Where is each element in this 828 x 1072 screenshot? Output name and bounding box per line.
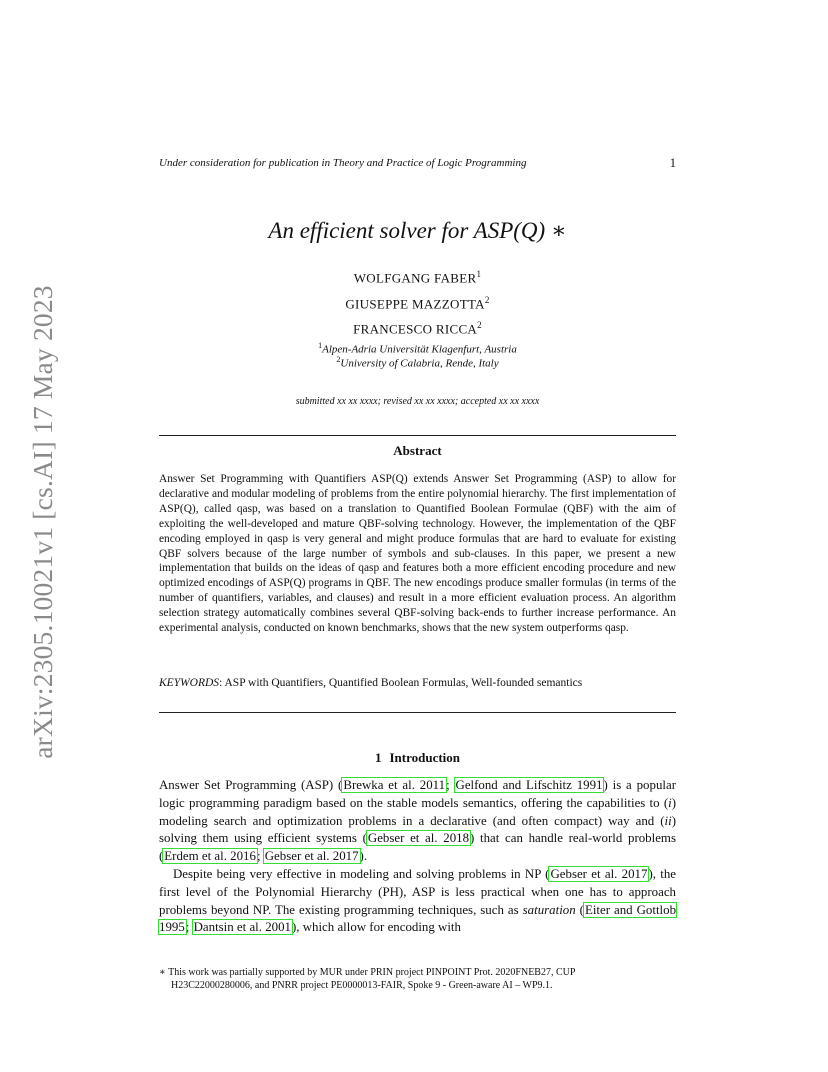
submission-dates: submitted xx xx xxxx; revised xx xx xxxx; accepted xx xx xxxx (295, 396, 540, 407)
affil-text: Alpen-Adria Universität Klagenfurt, Austria (322, 343, 517, 356)
text-run: ; (185, 920, 193, 935)
intro-body (159, 777, 676, 937)
citation-link[interactable]: Eiter and Gottlob 1995 (159, 902, 677, 935)
text-run: ; (256, 849, 264, 864)
section-number: 1 (374, 750, 382, 765)
text-run: Answer Set Programming (ASP) ( (159, 778, 343, 792)
paper-title: An efficient solver for ASP(Q) ∗ (268, 218, 567, 243)
author-affil-marker: 1 (476, 269, 482, 279)
text-run: ) that can handle real-world problems ( (159, 831, 676, 864)
affil-text: University of Calabria, Rende, Italy (340, 357, 499, 370)
text-run: ; (446, 778, 455, 792)
author (159, 269, 676, 286)
abstract-top-rule (159, 435, 676, 436)
roman-numeral: ii (664, 813, 672, 828)
author-affil-marker: 2 (484, 295, 490, 305)
affil-marker: 2 (336, 355, 341, 364)
author-name: GIUSEPPE MAZZOTTA (345, 296, 485, 312)
emphasis: saturation (522, 902, 576, 917)
intro-paragraph-1 (159, 777, 676, 866)
citation-link[interactable]: Gebser et al. 2017 (264, 849, 359, 864)
text-run: Despite being very effective in modeling and solving problems in NP ( (173, 866, 550, 881)
text-run: ) is a popular logic programming paradigm based on the stable models semantics, offering the capabilities to ( (159, 778, 676, 810)
running-head (159, 157, 676, 173)
roman-numeral: i (668, 795, 672, 810)
citation-link[interactable]: Gebser et al. 2017 (550, 866, 648, 881)
footnote-line-1: This work was partially supported by MUR under PRIN project PINPOINT Prot. 2020FNEB27, CUP (168, 967, 576, 978)
affil-marker: 1 (318, 341, 323, 350)
footnote (159, 966, 676, 992)
text-run: ( (575, 902, 584, 917)
text-run: ), the first level of the Polynomial Hierarchy (PH), ASP is less practical when one has to approach problems beyond NP. The existing programming techniques, such as (159, 866, 676, 917)
arxiv-sidebar (24, 285, 62, 760)
journal-name: Under consideration for publication in Theory and Practice of Logic Programming (159, 157, 527, 169)
affiliation (159, 355, 676, 370)
citation-link[interactable]: Gebser et al. 2018 (367, 831, 470, 846)
abstract-bottom-rule (159, 712, 676, 713)
author-affil-marker: 2 (477, 320, 482, 330)
author-name: FRANCESCO RICCA (353, 321, 478, 337)
section-heading (159, 750, 676, 766)
author (159, 295, 676, 312)
keywords (159, 677, 676, 689)
citation-link[interactable]: Gelfond and Lifschitz 1991 (455, 778, 603, 792)
text-run: ) modeling search and optimization problems in a declarative (and often compact) way and ( (159, 795, 676, 828)
author (159, 320, 676, 337)
page-number: 1 (669, 156, 676, 170)
text-run: ) solving them using efficient systems ( (159, 813, 676, 846)
citation-link[interactable]: Erdem et al. 2016 (164, 849, 256, 864)
footnote-line-2: H23C22000280006, and PNRR project PE0000013-FAIR, Spoke 9 - Green-aware AI – WP9.1. (171, 980, 553, 991)
citation-link[interactable]: Dantsin et al. 2001 (193, 920, 291, 935)
keywords-text: : ASP with Quantifiers, Quantified Boolean Formulas, Well-founded semantics (219, 677, 583, 689)
affiliation (159, 341, 676, 356)
section-title: Introduction (389, 750, 461, 765)
intro-paragraph-2 (159, 866, 676, 937)
arxiv-stamp: arXiv:2305.10021v1 [cs.AI] 17 May 2023 (27, 285, 58, 759)
author-name: WOLFGANG FABER (353, 270, 477, 286)
text-run: ). (359, 849, 368, 864)
footnote-marker: ∗ (159, 967, 166, 978)
keywords-label: KEYWORDS (159, 677, 220, 689)
text-run: ), which allow for encoding with (291, 920, 461, 935)
abstract-heading: Abstract (393, 443, 442, 458)
citation-link[interactable]: Brewka et al. 2011 (343, 778, 446, 792)
abstract-text: Answer Set Programming with Quantifiers ASP(Q) extends Answer Set Programming (ASP) to allow for declarative and modular modeling of problems from the entire polynomial hierarchy. The first implementation of ASP(Q), called qasp, was based on a translation to Quantified Boolean Formulae (QBF) with the aim of exploiting the well-developed and mature QBF-solving technology. However, the implementation of the QBF encoding employed in qasp is very general and might produce formulas that are hard to evaluate for existing QBF solvers because of the large number of symbols and sub-clauses. In this paper, we present a new implementation that builds on the ideas of qasp and features both a more efficient encoding procedure and new optimized encodings of ASP(Q) programs in QBF. The new encodings produce smaller formulas (in terms of the number of quantifiers, variables, and clauses) and result in a more efficient evaluation process. An algorithm selection strategy automatically combines several QBF-solving back-ends to further increase performance. An experimental analysis, conducted on known benchmarks, shows that the new system outperforms qasp. (159, 473, 676, 635)
